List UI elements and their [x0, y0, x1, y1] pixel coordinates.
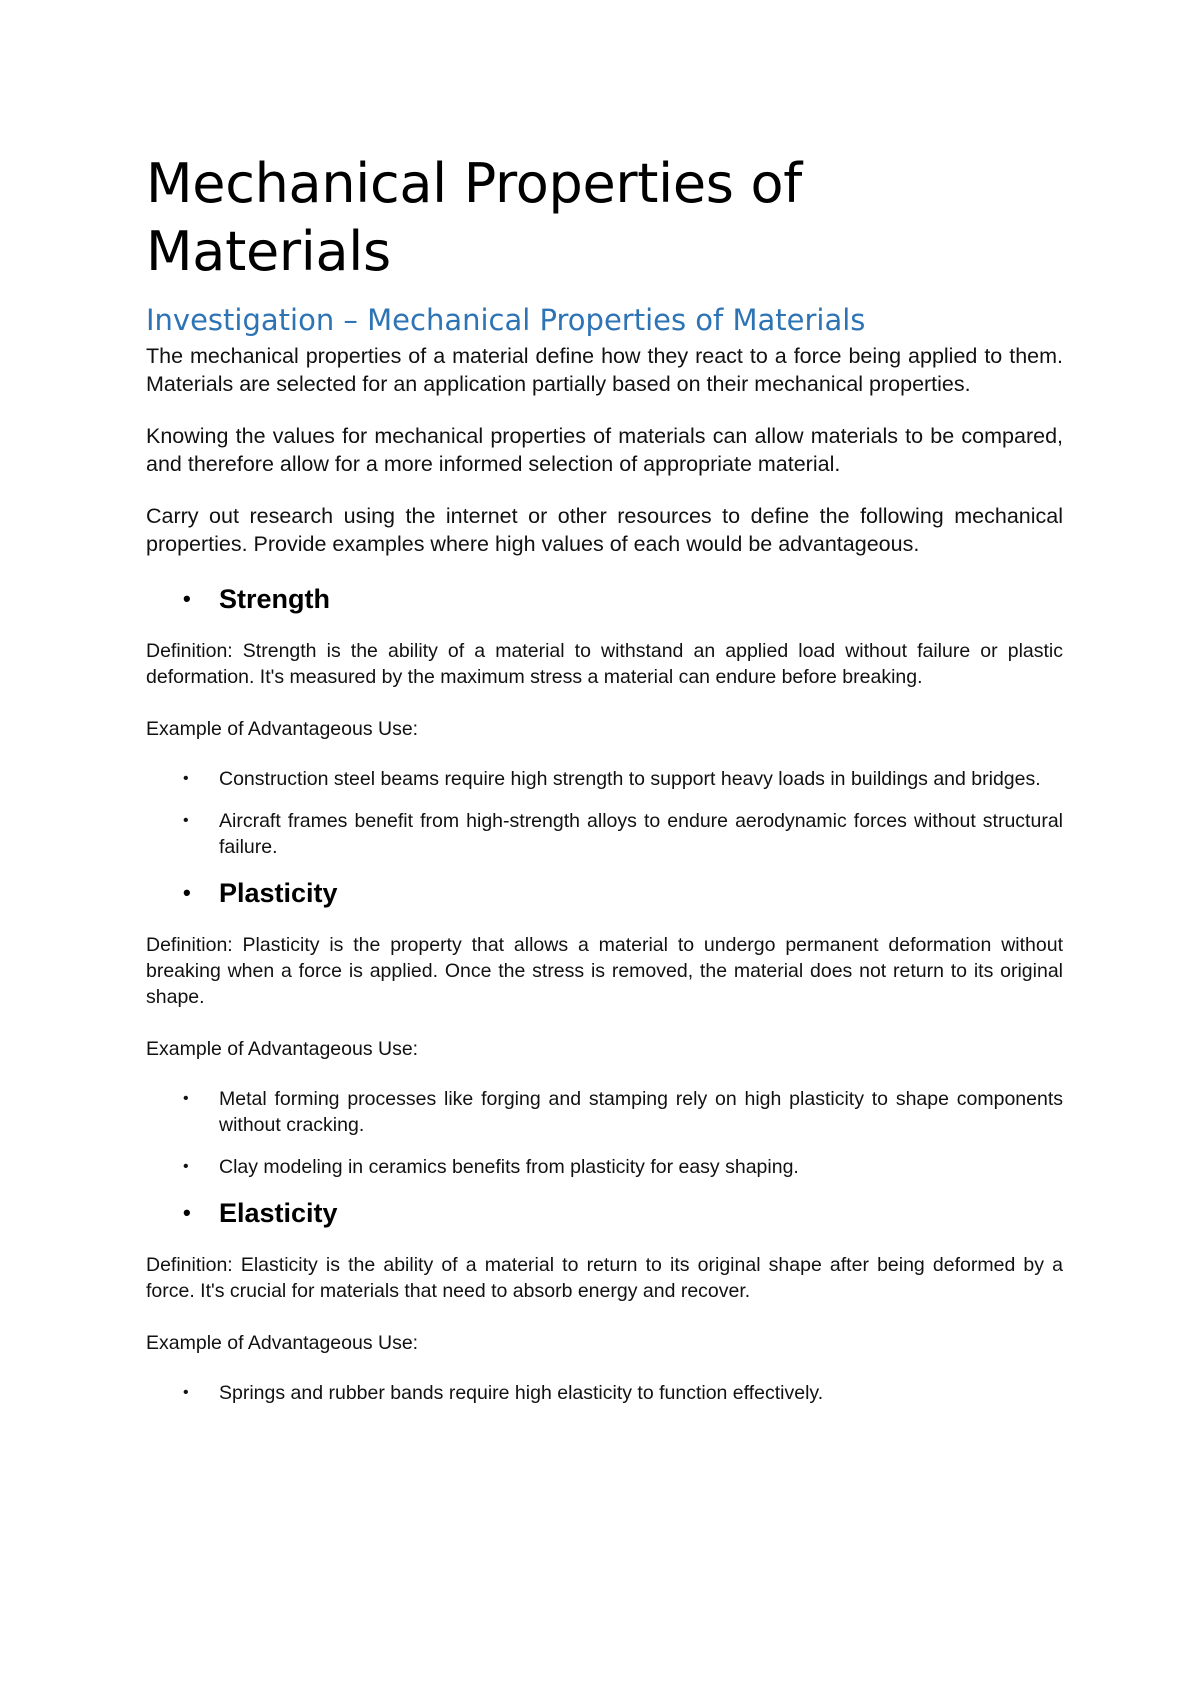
list-item [146, 1086, 1063, 1138]
section-heading [146, 582, 1063, 616]
section-elasticity [146, 1196, 1063, 1406]
list-item-text: Metal forming processes like forging and stamping rely on high plasticity to shape components without cracking. [219, 1088, 1063, 1136]
section-definition: Definition: Plasticity is the property that allows a material to undergo permanent deformation without breaking when a force is applied. Once the stress is removed, the material does not return to its original shape. [146, 934, 1063, 1008]
bullet-icon: • [183, 812, 189, 829]
section-heading-label: Strength [219, 584, 330, 614]
list-item-text: Clay modeling in ceramics benefits from plasticity for easy shaping. [219, 1156, 799, 1178]
section-heading [146, 1196, 1063, 1230]
intro-paragraph: Carry out research using the internet or other resources to define the following mechanical properties. Provide examples where high values of each would be advantageous. [146, 504, 1063, 556]
bullet-icon: • [183, 1384, 189, 1401]
example-label: Example of Advantageous Use: [146, 1332, 419, 1354]
title-line-2: Materials [146, 220, 391, 283]
list-item-text: Construction steel beams require high strength to support heavy loads in buildings and bridges. [219, 768, 1041, 790]
intro-paragraph: The mechanical properties of a material define how they react to a force being applied to them. Materials are selected for an application partially based on their mechanical properties. [146, 344, 1063, 396]
section-strength [146, 582, 1063, 860]
bullet-icon: • [183, 770, 189, 787]
section-heading-label: Plasticity [219, 878, 338, 908]
document-title [146, 150, 1063, 286]
bullet-icon: • [183, 1090, 189, 1107]
list-item-text: Springs and rubber bands require high elasticity to function effectively. [219, 1382, 824, 1404]
list-item [146, 766, 1063, 792]
example-label: Example of Advantageous Use: [146, 718, 419, 740]
list-item-text: Aircraft frames benefit from high-strength alloys to endure aerodynamic forces without structural failure. [219, 810, 1063, 858]
bullet-icon: • [183, 880, 191, 905]
example-list [146, 766, 1063, 860]
intro-paragraph: Knowing the values for mechanical properties of materials can allow materials to be compared, and therefore allow for a more informed selection of appropriate material. [146, 424, 1063, 476]
bullet-icon: • [183, 1200, 191, 1225]
example-label: Example of Advantageous Use: [146, 1038, 419, 1060]
section-plasticity [146, 876, 1063, 1180]
section-heading-label: Elasticity [219, 1198, 338, 1228]
title-line-1: Mechanical Properties of [146, 152, 802, 215]
document-page [146, 150, 1063, 1422]
section-heading [146, 876, 1063, 910]
section-definition: Definition: Strength is the ability of a material to withstand an applied load without failure or plastic deformation. It's measured by the maximum stress a material can endure before breaking. [146, 640, 1063, 688]
bullet-icon: • [183, 1158, 189, 1175]
list-item [146, 1380, 1063, 1406]
example-list [146, 1380, 1063, 1406]
document-subtitle: Investigation – Mechanical Properties of Materials [146, 303, 866, 337]
list-item [146, 808, 1063, 860]
section-definition: Definition: Elasticity is the ability of a material to return to its original shape after being deformed by a force. It's crucial for materials that need to absorb energy and recover. [146, 1254, 1063, 1302]
list-item [146, 1154, 1063, 1180]
bullet-icon: • [183, 586, 191, 611]
example-list [146, 1086, 1063, 1180]
